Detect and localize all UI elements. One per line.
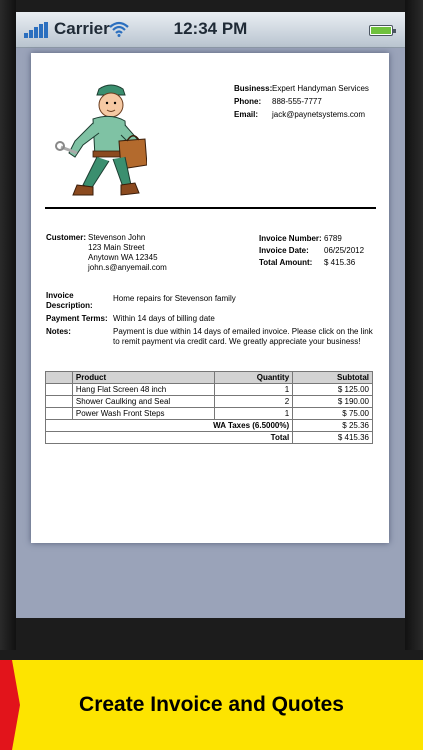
business-info xyxy=(234,82,369,121)
quantity-cell: 1 xyxy=(215,408,293,420)
header-divider xyxy=(45,207,376,209)
phone-label: Phone: xyxy=(234,97,262,106)
table-row xyxy=(46,396,373,408)
product-cell: Hang Flat Screen 48 inch xyxy=(72,384,214,396)
banner-title: Create Invoice and Quotes xyxy=(79,693,344,716)
carrier-label: Carrier xyxy=(54,19,110,38)
handyman-illustration-icon xyxy=(47,81,147,203)
description-label: Invoice Description: xyxy=(46,291,93,310)
table-row xyxy=(46,384,373,396)
total-row xyxy=(46,432,373,444)
quantity-cell: 2 xyxy=(215,396,293,408)
device-bezel-right xyxy=(405,0,423,650)
customer-info xyxy=(46,233,167,273)
invoice-sheet xyxy=(31,53,389,543)
business-value: Expert Handyman Services xyxy=(272,84,369,93)
invoice-number-value: 6789 xyxy=(324,234,342,243)
table-row xyxy=(46,408,373,420)
device-bezel-left xyxy=(0,0,16,650)
product-cell: Shower Caulking and Seal xyxy=(72,396,214,408)
customer-email: john.s@anyemail.com xyxy=(88,263,167,272)
subtotal-cell: $ 190.00 xyxy=(293,396,373,408)
email-label: Email: xyxy=(234,110,259,119)
business-label: Business: xyxy=(234,84,273,93)
customer-city: Anytown WA 12345 xyxy=(88,253,158,262)
promo-banner xyxy=(0,660,423,750)
customer-label: Customer: xyxy=(46,233,87,242)
column-header-product: Product xyxy=(72,372,214,384)
grand-total-label: Total xyxy=(46,432,293,444)
quantity-cell: 1 xyxy=(215,384,293,396)
column-header-blank xyxy=(46,372,73,384)
battery-icon xyxy=(369,25,393,36)
table-header-row xyxy=(46,372,373,384)
column-header-quantity: Quantity xyxy=(215,372,293,384)
invoice-summary xyxy=(259,233,364,269)
status-time: 12:34 PM xyxy=(173,19,248,38)
tax-row xyxy=(46,420,373,432)
invoice-date-value: 06/25/2012 xyxy=(324,246,365,255)
status-bar xyxy=(16,12,405,48)
email-value: jack@paynetsystems.com xyxy=(272,110,366,119)
subtotal-cell: $ 75.00 xyxy=(293,408,373,420)
notes-value: Payment is due within 14 days of emailed invoice. Please click on the link to remit payment via credit card. We greatly appreciate your business! xyxy=(113,327,373,346)
notes-label: Notes: xyxy=(46,327,71,336)
invoice-number-label: Invoice Number: xyxy=(259,234,322,243)
payment-terms-value: Within 14 days of billing date xyxy=(113,314,215,323)
invoice-details xyxy=(46,291,376,350)
description-value: Home repairs for Stevenson family xyxy=(113,294,236,303)
tax-value: $ 25.36 xyxy=(293,420,373,432)
product-cell: Power Wash Front Steps xyxy=(72,408,214,420)
column-header-subtotal: Subtotal xyxy=(293,372,373,384)
invoice-date-label: Invoice Date: xyxy=(259,246,309,255)
total-amount-value: $ 415.36 xyxy=(324,258,356,267)
customer-street: 123 Main Street xyxy=(88,243,145,252)
device-screen xyxy=(16,12,405,618)
tax-label: WA Taxes (6.5000%) xyxy=(46,420,293,432)
phone-value: 888-555-7777 xyxy=(272,97,322,106)
line-items-table xyxy=(45,371,373,444)
payment-terms-label: Payment Terms: xyxy=(46,314,108,323)
total-amount-label: Total Amount: xyxy=(259,258,313,267)
customer-name: Stevenson John xyxy=(88,233,146,242)
grand-total-value: $ 415.36 xyxy=(293,432,373,444)
subtotal-cell: $ 125.00 xyxy=(293,384,373,396)
